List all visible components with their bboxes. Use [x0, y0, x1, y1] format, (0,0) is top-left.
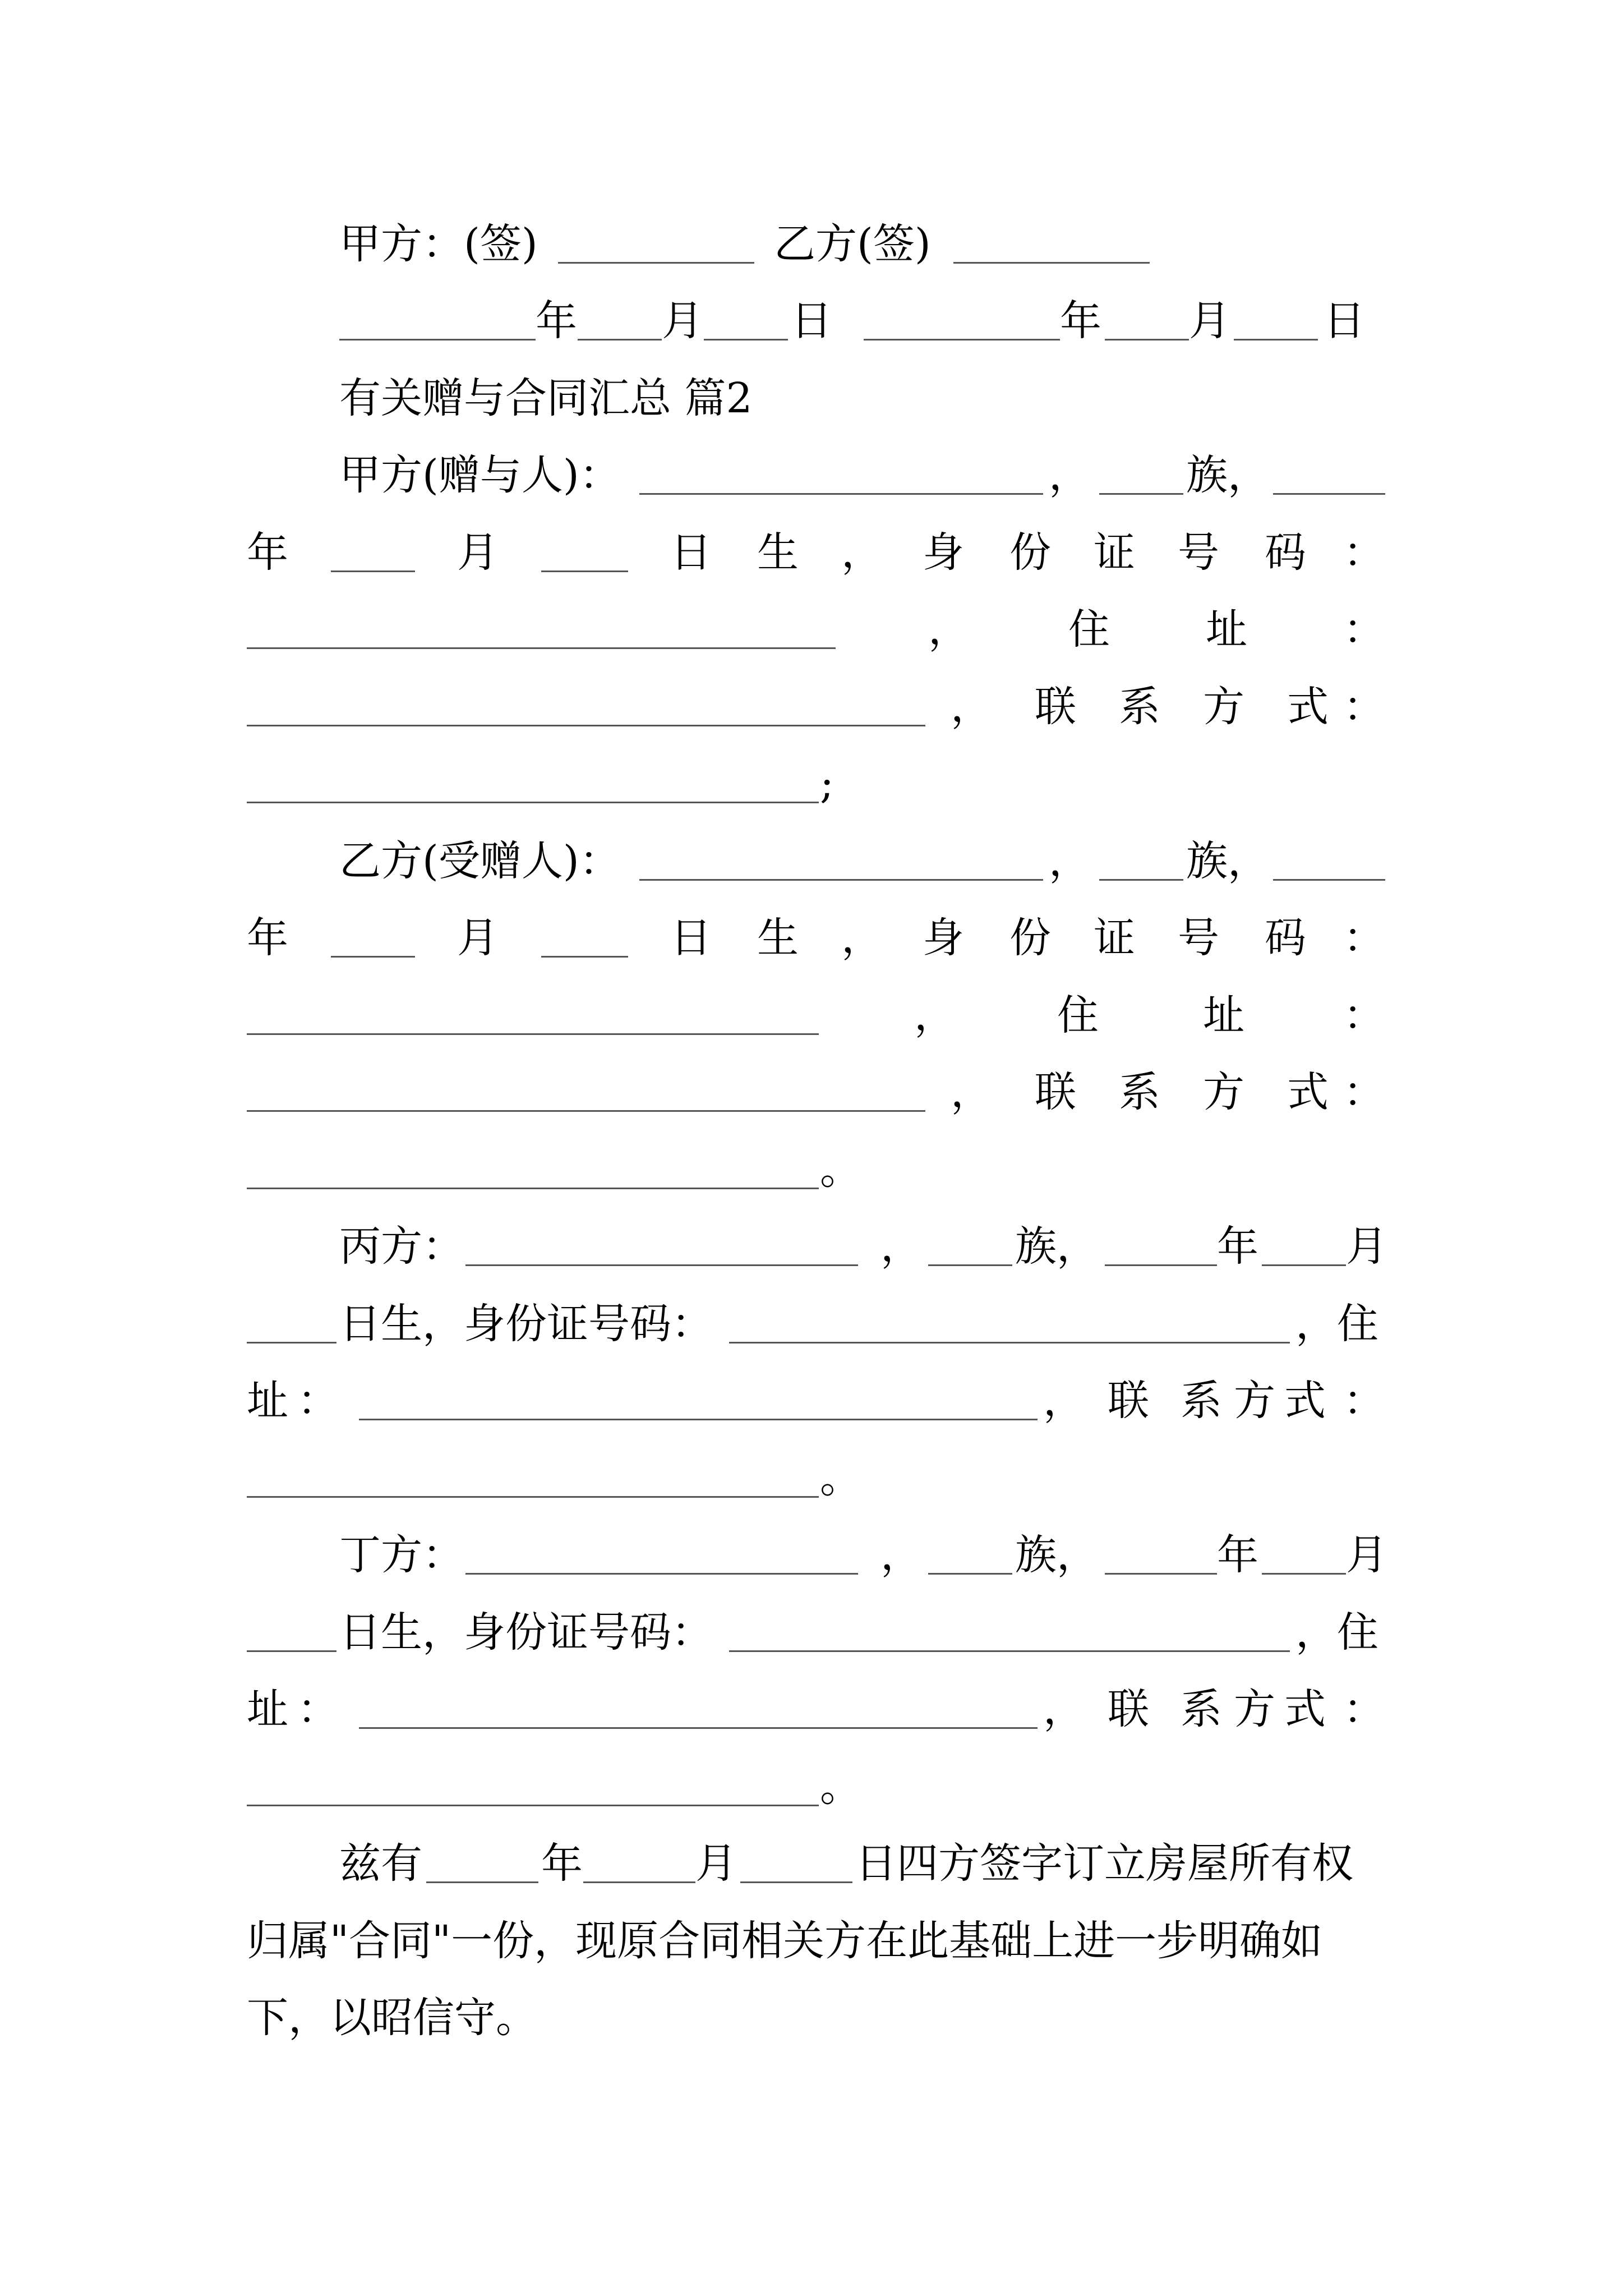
- donor-comma-4: ，: [951, 683, 992, 731]
- party-c-contact-char: 系: [1181, 1377, 1222, 1425]
- date-b-year: 年: [1060, 297, 1101, 345]
- donee-id-blank: [247, 1033, 819, 1035]
- party-a-signature-label: 甲方：(签): [339, 220, 538, 268]
- date-b-day-blank: [1234, 339, 1318, 341]
- party-d-addr: 址: [247, 1685, 288, 1733]
- donor-id-char: 份: [1009, 528, 1051, 577]
- section-title: [0, 370, 1623, 426]
- party-d-month: 月: [1346, 1531, 1387, 1579]
- date-a-year: 年: [536, 297, 577, 345]
- closing-month-blank: [583, 1881, 695, 1883]
- section-title-text: 有关赠与合同汇总 篇2: [339, 374, 753, 422]
- donor-contact-char: 式: [1287, 683, 1329, 731]
- donor-label: 甲方(赠与人)：: [339, 451, 621, 499]
- donor-birth-year-blank: [1273, 493, 1385, 495]
- signature-line: [0, 216, 1623, 272]
- party-d-contact-char: 方: [1234, 1685, 1275, 1733]
- donor-colon-2: ：: [1343, 605, 1385, 654]
- donee-id-char: 号: [1178, 914, 1219, 962]
- donor-colon: ：: [1343, 528, 1385, 577]
- party-b-signature-blank: [953, 262, 1150, 264]
- party-d-comma: ，: [880, 1531, 922, 1579]
- donee-comma-2: ，: [841, 914, 883, 962]
- party-d-ethnicity-blank: [928, 1573, 1012, 1575]
- donee-id-char: 份: [1009, 914, 1051, 962]
- date-a-day-blank: [704, 339, 788, 341]
- date-a-day: 日: [791, 297, 832, 345]
- party-c-comma: ，: [880, 1222, 922, 1271]
- donee-address-char: 住: [1057, 991, 1099, 1039]
- donee-address-char: 址: [1203, 991, 1244, 1039]
- donor-line-4: [0, 679, 1623, 735]
- closing-line-3: [0, 1990, 1623, 2046]
- party-d-ethnicity: 族，: [1015, 1531, 1098, 1579]
- donor-address-char: 址: [1206, 605, 1247, 654]
- donee-colon-2: ：: [1343, 991, 1385, 1039]
- donor-line-3: [0, 601, 1623, 657]
- party-c-live: ，住: [1295, 1300, 1378, 1348]
- donee-colon-3: ：: [1343, 1068, 1385, 1116]
- donee-comma-3: ，: [914, 991, 956, 1039]
- donee-contact-char: 系: [1119, 1068, 1160, 1116]
- donee-id-char: 身: [923, 914, 964, 962]
- donee-day: 日: [670, 914, 712, 962]
- donor-end: ;: [820, 760, 834, 808]
- party-d-id-blank: [729, 1650, 1290, 1652]
- donee-born: 生: [757, 914, 799, 962]
- donee-contact-blank: [247, 1188, 819, 1189]
- party-c-birth-month-blank: [1262, 1264, 1346, 1266]
- party-d-address-blank: [359, 1727, 1038, 1729]
- party-c-contact-char: 式: [1284, 1377, 1326, 1425]
- donee-line-4: [0, 1064, 1623, 1120]
- party-d-birth-year-blank: [1105, 1573, 1217, 1575]
- donor-contact-char: 联: [1035, 683, 1076, 731]
- closing-line3-text: 下，以昭信守。: [247, 1994, 537, 2042]
- donor-contact-char: 系: [1119, 683, 1160, 731]
- closing-year-blank: [426, 1881, 538, 1883]
- party-d-born-id: 日生，身份证号码：: [339, 1608, 713, 1657]
- party-d-year: 年: [1217, 1531, 1258, 1579]
- party-c-contact-char: 联: [1108, 1377, 1149, 1425]
- closing-hereby: 兹有: [339, 1839, 422, 1888]
- date-b-month: 月: [1189, 297, 1230, 345]
- donee-label: 乙方(受赠人)：: [339, 837, 621, 885]
- donor-id-char: 号: [1178, 528, 1219, 577]
- party-c-addr: 址: [247, 1377, 288, 1425]
- donee-year: 年: [247, 914, 288, 962]
- party-c-label: 丙方：: [339, 1222, 464, 1271]
- donor-id-blank: [247, 647, 836, 649]
- donee-contact-char: 式: [1287, 1068, 1329, 1116]
- party-d-birth-day-blank: [247, 1650, 336, 1652]
- donor-ethnicity-blank: [1099, 493, 1183, 495]
- date-b-day: 日: [1324, 297, 1365, 345]
- donor-contact-blank: [247, 802, 819, 803]
- donee-contact-char: 方: [1203, 1068, 1244, 1116]
- party-c-year: 年: [1217, 1222, 1258, 1271]
- party-d-birth-month-blank: [1262, 1573, 1346, 1575]
- donee-address-blank: [247, 1110, 925, 1112]
- party-c-colon-2: ：: [1343, 1377, 1385, 1425]
- party-c-line-4: [0, 1450, 1623, 1506]
- party-d-contact-char: 系: [1181, 1685, 1222, 1733]
- donor-birth-month-blank: [331, 570, 415, 572]
- party-d-colon: ：: [297, 1685, 339, 1733]
- party-d-line-1: [0, 1527, 1623, 1583]
- closing-year: 年: [541, 1839, 583, 1888]
- party-d-contact-char: 式: [1284, 1685, 1326, 1733]
- donee-birth-month-blank: [331, 956, 415, 958]
- closing-line1-rest: 日四方签字订立房屋所有权: [855, 1839, 1353, 1888]
- party-c-month: 月: [1346, 1222, 1387, 1271]
- donee-colon: ：: [1343, 914, 1385, 962]
- date-line: [0, 293, 1623, 349]
- donor-born: 生: [757, 528, 799, 577]
- party-d-live: ，住: [1295, 1608, 1378, 1657]
- party-c-birth-day-blank: [247, 1342, 336, 1343]
- party-d-label: 丁方：: [339, 1531, 464, 1579]
- party-d-comma-2: ，: [1043, 1685, 1085, 1733]
- party-d-name-blank: [465, 1573, 858, 1575]
- donor-day: 日: [670, 528, 712, 577]
- party-c-contact-blank: [247, 1496, 819, 1498]
- date-a-month-blank: [578, 339, 662, 341]
- donor-ethnicity: 族，: [1186, 451, 1269, 499]
- party-c-name-blank: [465, 1264, 858, 1266]
- party-c-comma-2: ，: [1043, 1377, 1085, 1425]
- donee-comma-4: ，: [951, 1068, 992, 1116]
- closing-day-blank: [740, 1881, 852, 1883]
- party-b-signature-label: 乙方(签): [774, 220, 931, 268]
- party-c-line-2: [0, 1296, 1623, 1352]
- party-c-birth-year-blank: [1105, 1264, 1217, 1266]
- donor-birth-day-blank: [541, 570, 628, 572]
- donee-line-1: [0, 833, 1623, 889]
- donor-comma: ，: [1049, 451, 1090, 499]
- donor-address-char: 住: [1068, 605, 1110, 654]
- donee-id-char: 码: [1265, 914, 1306, 962]
- date-b-month-blank: [1105, 339, 1189, 341]
- closing-line-2: [0, 1913, 1623, 1969]
- donee-contact-char: 联: [1035, 1068, 1076, 1116]
- donor-comma-3: ，: [928, 605, 970, 654]
- closing-line2-text: 归属"合同"一份，现原合同相关方在此基础上进一步明确如: [247, 1917, 1323, 1965]
- party-d-end: 。: [820, 1763, 861, 1811]
- donor-line-1: [0, 447, 1623, 503]
- party-c-end: 。: [820, 1454, 861, 1502]
- date-a-year-blank: [339, 339, 536, 341]
- donor-id-char: 证: [1094, 528, 1135, 577]
- party-c-ethnicity: 族，: [1015, 1222, 1098, 1271]
- party-d-line-4: [0, 1759, 1623, 1815]
- donor-contact-char: 方: [1203, 683, 1244, 731]
- donee-ethnicity-blank: [1099, 879, 1183, 881]
- date-b-year-blank: [864, 339, 1060, 341]
- donor-year: 年: [247, 528, 288, 577]
- donee-end: 。: [820, 1145, 861, 1194]
- donee-name-blank: [639, 879, 1043, 881]
- closing-month: 月: [695, 1839, 737, 1888]
- party-c-colon: ：: [297, 1377, 339, 1425]
- party-d-colon-2: ：: [1343, 1685, 1385, 1733]
- party-c-line-1: [0, 1218, 1623, 1274]
- party-c-born-id: 日生，身份证号码：: [339, 1300, 713, 1348]
- party-c-address-blank: [359, 1419, 1038, 1420]
- party-d-line-3: [0, 1681, 1623, 1737]
- donor-address-blank: [247, 725, 925, 726]
- party-c-ethnicity-blank: [928, 1264, 1012, 1266]
- party-c-line-3: [0, 1373, 1623, 1429]
- party-d-contact-blank: [247, 1805, 819, 1806]
- donor-line-5: [0, 756, 1623, 812]
- party-c-id-blank: [729, 1342, 1290, 1343]
- party-d-line-2: [0, 1604, 1623, 1660]
- closing-line-1: [0, 1835, 1623, 1892]
- donee-line-3: [0, 987, 1623, 1043]
- donee-id-char: 证: [1094, 914, 1135, 962]
- party-a-signature-blank: [558, 262, 754, 264]
- party-c-contact-char: 方: [1234, 1377, 1275, 1425]
- donor-colon-3: ：: [1343, 683, 1385, 731]
- donor-name-blank: [639, 493, 1043, 495]
- donee-month: 月: [457, 914, 499, 962]
- date-a-month: 月: [662, 297, 703, 345]
- party-d-contact-char: 联: [1108, 1685, 1149, 1733]
- donee-comma: ，: [1049, 837, 1090, 885]
- donor-month: 月: [457, 528, 499, 577]
- donee-line-5: [0, 1142, 1623, 1198]
- donee-ethnicity: 族，: [1186, 837, 1269, 885]
- donor-id-char: 身: [923, 528, 964, 577]
- donor-comma-2: ，: [841, 528, 883, 577]
- donee-line-2: [0, 910, 1623, 966]
- donee-birth-year-blank: [1273, 879, 1385, 881]
- donor-line-2: [0, 524, 1623, 581]
- donor-id-char: 码: [1265, 528, 1306, 577]
- donee-birth-day-blank: [541, 956, 628, 958]
